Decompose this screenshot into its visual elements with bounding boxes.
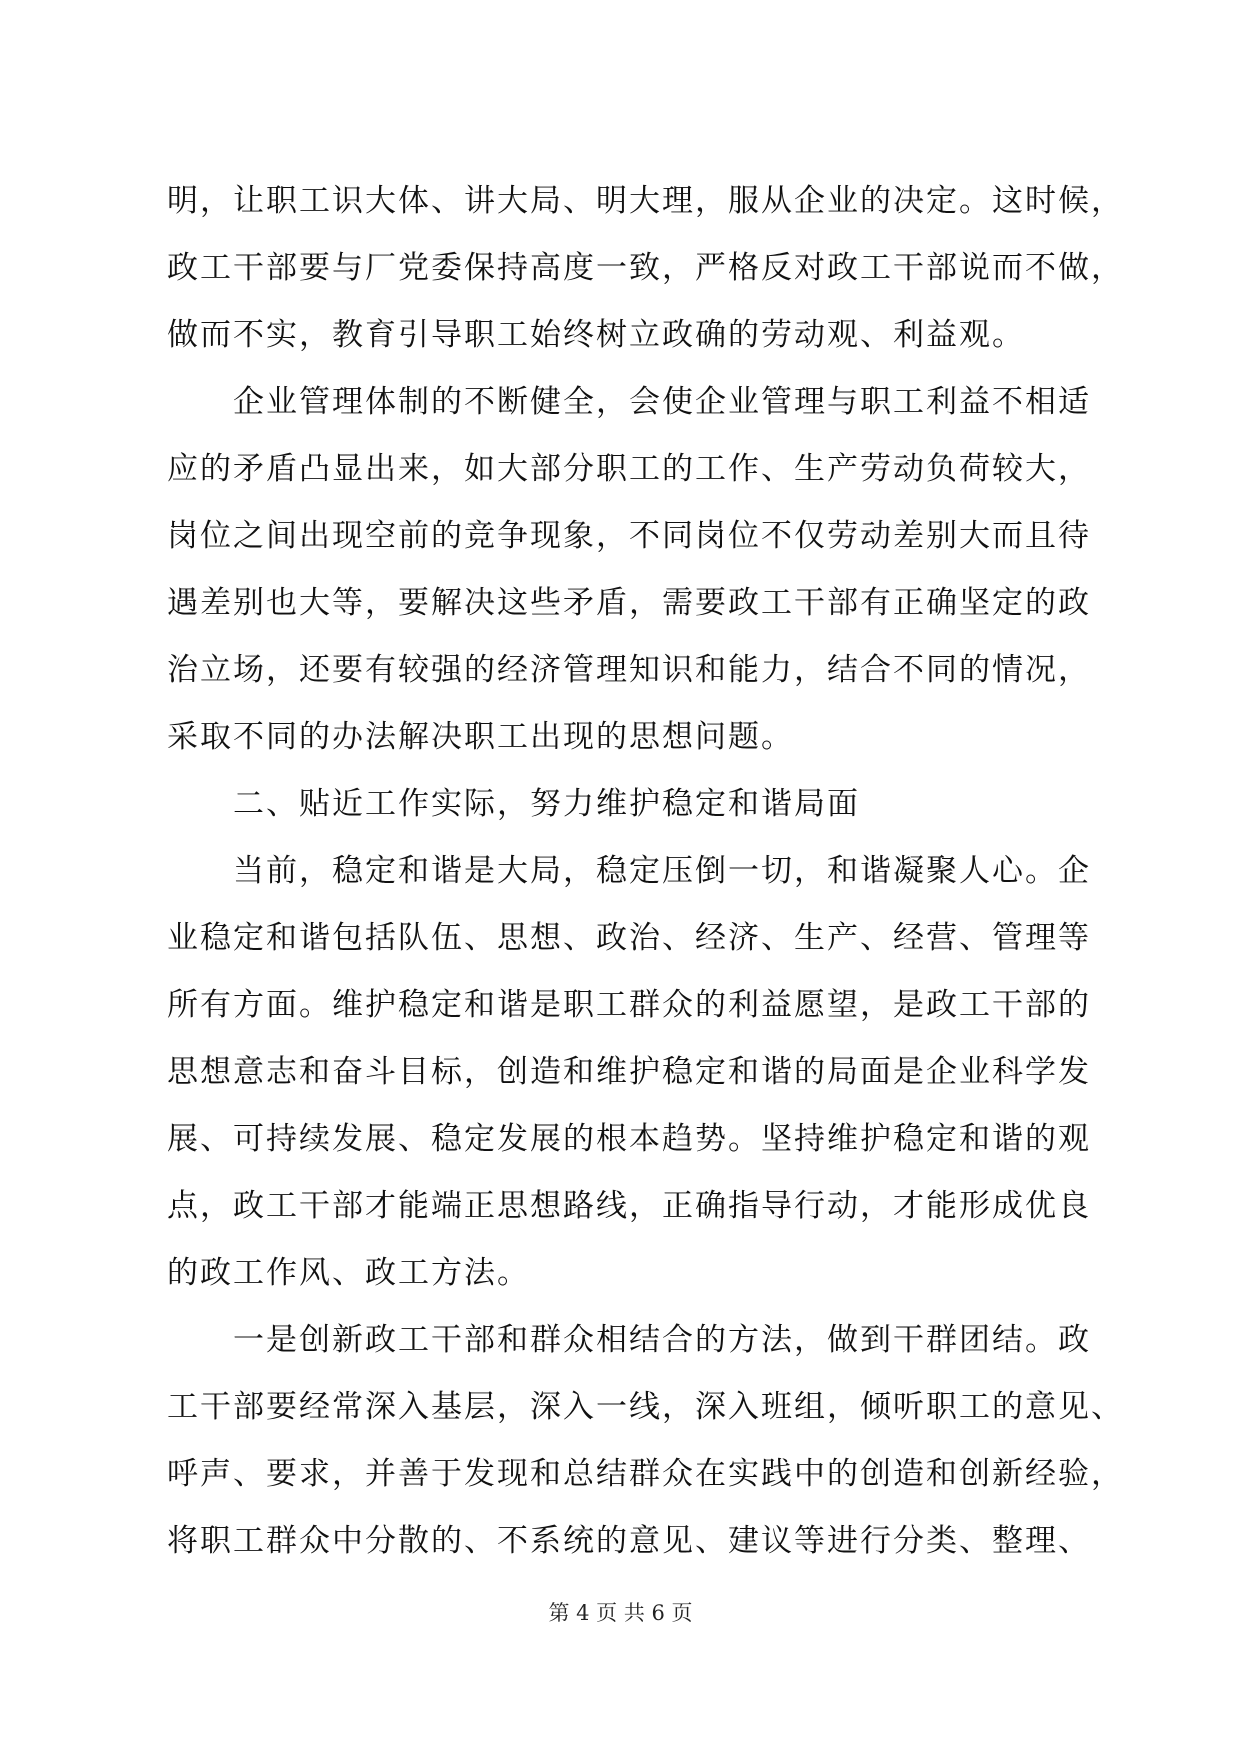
text-line: 业稳定和谐包括队伍、思想、政治、经济、生产、经营、管理等 xyxy=(167,920,1091,956)
text-line: 思想意志和奋斗目标，创造和维护稳定和谐的局面是企业科学发 xyxy=(167,1054,1091,1090)
text-line: 应的矛盾凸显出来，如大部分职工的工作、生产劳动负荷较大， xyxy=(167,451,1091,487)
text-line: 点，政工干部才能端正思想路线，正确指导行动，才能形成优良 xyxy=(167,1188,1091,1224)
text-line: 遇差别也大等，要解决这些矛盾，需要政工干部有正确坚定的政 xyxy=(167,585,1091,621)
section-heading: 二、贴近工作实际，努力维护稳定和谐局面 xyxy=(167,786,860,822)
text-line: 岗位之间出现空前的竞争现象，不同岗位不仅劳动差别大而且待 xyxy=(167,518,1091,554)
page-footer xyxy=(0,1598,1241,1628)
text-line: 的政工作风、政工方法。 xyxy=(167,1255,530,1291)
text-line: 将职工群众中分散的、不系统的意见、建议等进行分类、整理、 xyxy=(167,1523,1091,1559)
body-text xyxy=(167,168,1127,1575)
text-line: 所有方面。维护稳定和谐是职工群众的利益愿望，是政工干部的 xyxy=(167,987,1091,1023)
text-line: 采取不同的办法解决职工出现的思想问题。 xyxy=(167,719,794,755)
text-line: 当前，稳定和谐是大局，稳定压倒一切，和谐凝聚人心。企 xyxy=(167,853,1091,889)
text-line: 做而不实，教育引导职工始终树立政确的劳动观、利益观。 xyxy=(167,317,1025,353)
text-line: 明，让职工识大体、讲大局、明大理，服从企业的决定。这时候， xyxy=(167,183,1124,219)
page-number-label: 第 4 页 共 6 页 xyxy=(548,1601,693,1625)
text-line: 呼声、要求，并善于发现和总结群众在实践中的创造和创新经验， xyxy=(167,1456,1124,1492)
text-line: 一是创新政工干部和群众相结合的方法，做到干群团结。政 xyxy=(167,1322,1091,1358)
text-line: 政工干部要与厂党委保持高度一致，严格反对政工干部说而不做， xyxy=(167,250,1124,286)
text-line: 企业管理体制的不断健全，会使企业管理与职工利益不相适 xyxy=(167,384,1091,420)
text-line: 治立场，还要有较强的经济管理知识和能力，结合不同的情况， xyxy=(167,652,1091,688)
text-line: 展、可持续发展、稳定发展的根本趋势。坚持维护稳定和谐的观 xyxy=(167,1121,1091,1157)
text-line: 工干部要经常深入基层，深入一线，深入班组，倾听职工的意见、 xyxy=(167,1389,1124,1425)
